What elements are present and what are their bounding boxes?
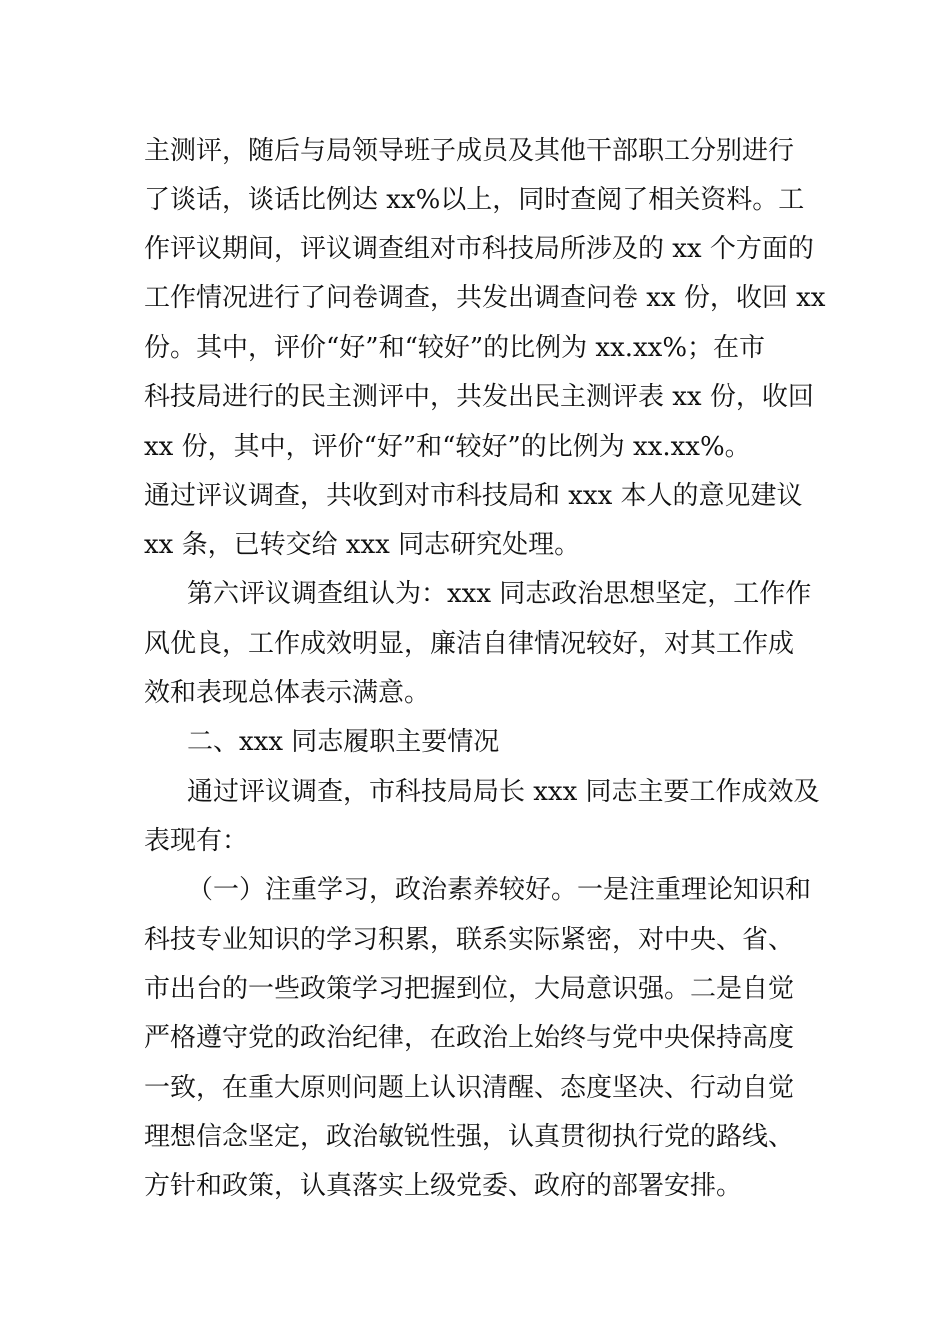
text-line: 了谈话，谈话比例达 xx%以上，同时查阅了相关资料。工 [144, 185, 805, 215]
text-line: 理想信念坚定，政治敏锐性强，认真贯彻执行党的路线、 [144, 1122, 795, 1152]
text-line: 一致，在重大原则问题上认识清醒、态度坚决、行动自觉 [144, 1073, 795, 1103]
text-line: 市出台的一些政策学习把握到位，大局意识强。二是自觉 [144, 974, 795, 1004]
text-line: 工作情况进行了问卷调查，共发出调查问卷 xx 份，收回 xx [144, 283, 826, 313]
text-line: 科技专业知识的学习积累，联系实际紧密，对中央、省、 [144, 925, 795, 955]
text-line: 作评议期间，评议调查组对市科技局所涉及的 xx 个方面的 [144, 234, 814, 264]
text-line: xx 份，其中，评价“好”和“较好”的比例为 xx.xx%。 [144, 432, 751, 462]
text-line: 严格遵守党的政治纪律，在政治上始终与党中央保持高度 [144, 1023, 795, 1053]
text-line: 方针和政策，认真落实上级党委、政府的部署安排。 [144, 1171, 743, 1201]
text-line: 表现有： [144, 826, 249, 856]
text-line: xx 条，已转交给 xxx 同志研究处理。 [144, 530, 581, 560]
section-heading: 二、xxx 同志履职主要情况 [187, 727, 500, 757]
text-line: 主测评，随后与局领导班子成员及其他干部职工分别进行 [144, 136, 795, 166]
text-line: 份。其中，评价“好”和“较好”的比例为 xx.xx%；在市 [144, 333, 766, 363]
paragraph-first-line: 通过评议调查，市科技局局长 xxx 同志主要工作成效及 [187, 777, 820, 807]
subsection-heading-line: （一）注重学习，政治素养较好。一是注重理论知识和 [187, 875, 812, 905]
text-line: 科技局进行的民主测评中，共发出民主测评表 xx 份，收回 [144, 382, 814, 412]
text-line: 效和表现总体表示满意。 [144, 678, 431, 708]
text-line: 风优良，工作成效明显，廉洁自律情况较好，对其工作成 [144, 629, 795, 659]
paragraph-first-line: 第六评议调查组认为：xxx 同志政治思想坚定，工作作 [187, 579, 812, 609]
text-line: 通过评议调查，共收到对市科技局和 xxx 本人的意见建议 [144, 481, 803, 511]
